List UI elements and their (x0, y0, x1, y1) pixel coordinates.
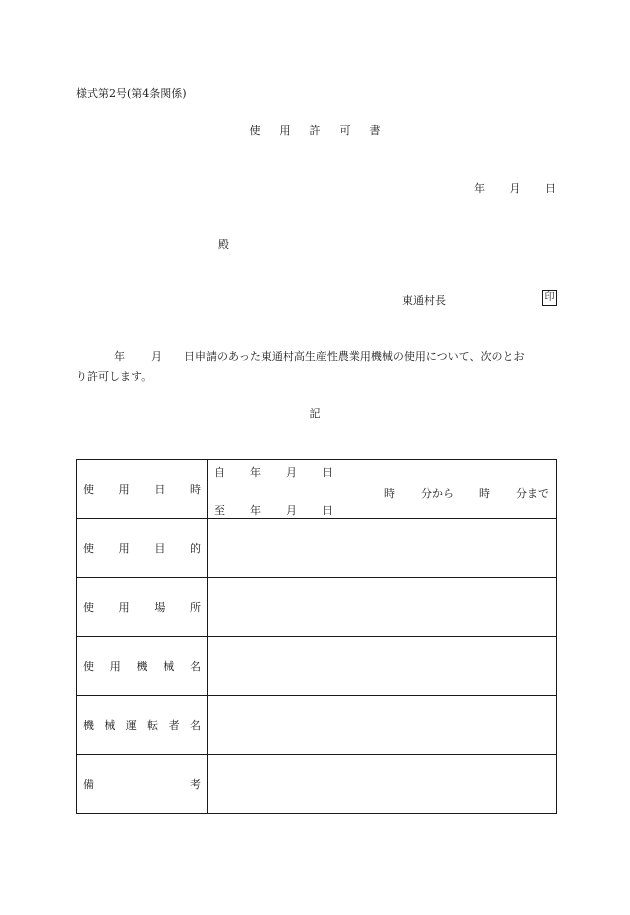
label-char: 使 (83, 601, 94, 614)
label-cell (77, 637, 208, 696)
table-row (77, 696, 557, 755)
label-char: 使 (83, 660, 94, 673)
body-year: 年 (114, 350, 125, 363)
issuer-name: 東通村長 (402, 294, 446, 307)
period-time (384, 485, 549, 501)
label-char: 用 (118, 542, 130, 555)
table-row (77, 755, 557, 814)
label-char: 者 (168, 719, 180, 732)
from-hour: 時 (384, 487, 395, 500)
label-char: 械 (163, 660, 175, 673)
label-char: 運 (125, 719, 137, 732)
to-hour: 時 (479, 487, 490, 500)
body-month: 月 (151, 350, 162, 363)
title-char: 許 (309, 124, 321, 137)
table-row (77, 460, 557, 519)
label-char: 機 (136, 660, 148, 673)
ki-heading: 記 (309, 407, 321, 420)
label-char: 用 (118, 483, 130, 496)
body-line2: り許可します。 (76, 370, 153, 383)
label-char: 使 (83, 483, 94, 496)
remarks-field[interactable] (208, 755, 557, 814)
label-cell (77, 460, 208, 519)
label-char: 目 (154, 542, 166, 555)
to-mark: 至 (214, 504, 225, 517)
label-char: 的 (189, 542, 201, 555)
machine-name-field[interactable] (208, 637, 557, 696)
label-cell (77, 578, 208, 637)
document-title (0, 122, 630, 138)
addressee-suffix: 殿 (218, 238, 229, 251)
period-to-row (214, 502, 342, 518)
to-month: 月 (286, 504, 297, 517)
label-char: 械 (104, 719, 116, 732)
table-row (77, 578, 557, 637)
label-char: 使 (83, 542, 94, 555)
label-char: 名 (189, 719, 201, 732)
label-char: 用 (118, 601, 130, 614)
seal-mark: 印 (542, 290, 557, 306)
title-char: 使 (249, 124, 261, 137)
title-char: 可 (339, 124, 351, 137)
table-row (77, 519, 557, 578)
period-from-row (214, 464, 342, 480)
usage-purpose-field[interactable] (208, 519, 557, 578)
date-month: 月 (509, 182, 521, 195)
usage-location-field[interactable] (208, 578, 557, 637)
label-cell (77, 519, 208, 578)
date-day: 日 (545, 182, 556, 195)
table-row (77, 637, 557, 696)
label-char: 時 (189, 483, 201, 496)
to-year: 年 (250, 504, 261, 517)
from-mark: 自 (214, 466, 225, 479)
label-cell (77, 696, 208, 755)
body-line1-rest: 日申請のあった東通村高生産性農業用機械の使用について、次のとお (184, 350, 525, 363)
label-char: 用 (109, 660, 121, 673)
from-month: 月 (286, 466, 297, 479)
from-minute: 分から (421, 487, 454, 500)
record-table (76, 459, 557, 814)
label-char: 名 (190, 660, 201, 673)
label-char: 日 (154, 483, 166, 496)
usage-period-field[interactable] (208, 460, 557, 519)
form-number: 様式第2号(第4条関係) (76, 87, 187, 100)
issue-date (474, 180, 556, 196)
label-char: 機 (83, 719, 94, 732)
label-cell (77, 755, 208, 814)
label-char: 転 (147, 719, 159, 732)
title-char: 用 (279, 124, 291, 137)
from-day: 日 (322, 466, 333, 479)
date-year: 年 (474, 182, 485, 195)
to-minute: 分まで (516, 487, 549, 500)
title-char: 書 (369, 124, 381, 137)
operator-name-field[interactable] (208, 696, 557, 755)
label-char: 所 (189, 601, 201, 614)
label-char: 場 (154, 601, 166, 614)
from-year: 年 (250, 466, 261, 479)
permission-statement (76, 347, 556, 387)
label-char: 備 (83, 778, 94, 791)
label-char: 考 (190, 778, 201, 791)
to-day: 日 (322, 504, 333, 517)
